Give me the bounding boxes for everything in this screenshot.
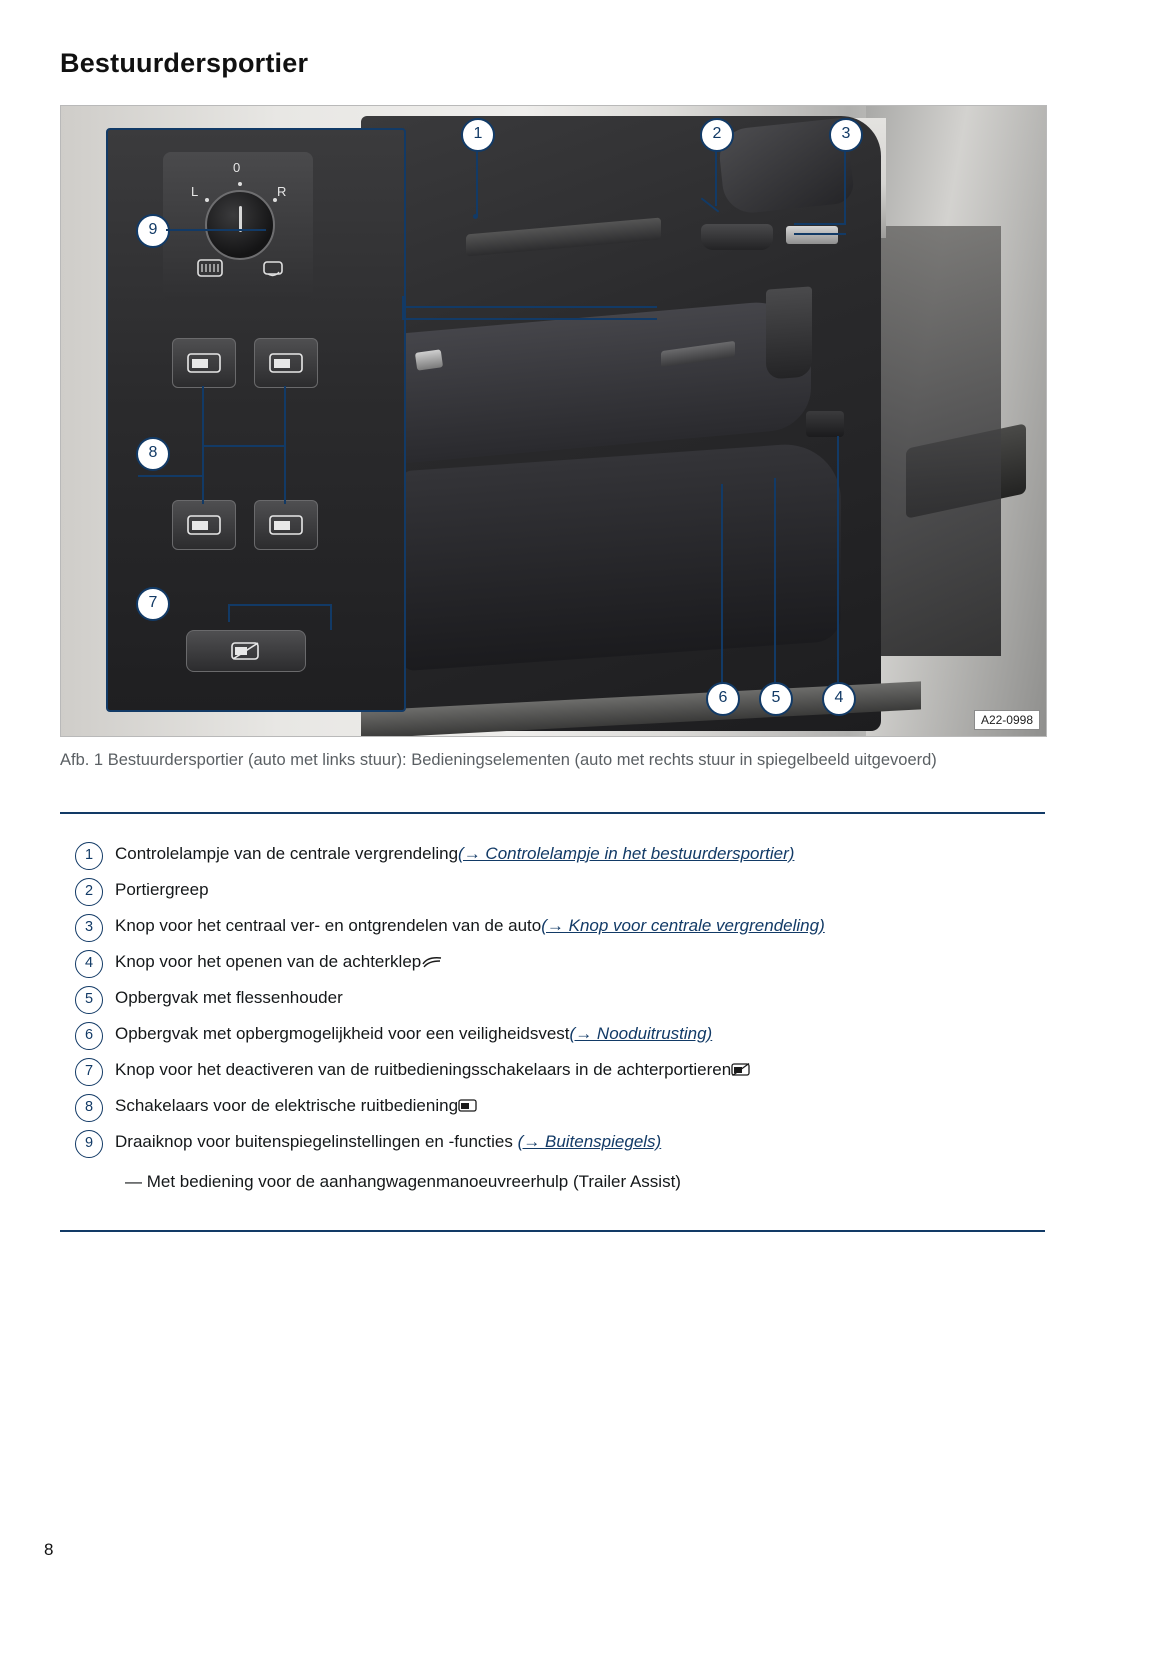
legend-number: 9	[75, 1130, 103, 1158]
legend-sub-item: — Met bediening voor de aanhangwagenmanoeuvreerhulp (Trailer Assist)	[125, 1172, 681, 1191]
rear-window-lockout-icon	[231, 640, 261, 667]
page-title: Bestuurdersportier	[60, 48, 309, 78]
marker-2: 2	[700, 118, 734, 152]
mirror-knob-dot-left	[205, 198, 209, 202]
leader-7-stem	[228, 604, 332, 606]
list-item	[75, 984, 1045, 1020]
marker-9: 9	[136, 214, 170, 248]
legend-reference[interactable]: (→ Nooduitrusting)	[569, 1024, 713, 1043]
leader-7-drop	[330, 604, 332, 630]
mirror-knob-dot-right	[273, 198, 277, 202]
legend-label: Schakelaars voor de elektrische ruitbediening	[115, 1096, 459, 1115]
leader-8-bridge	[202, 445, 286, 447]
legend-number: 5	[75, 986, 103, 1014]
legend-number: 2	[75, 878, 103, 906]
leader-8d	[284, 446, 286, 504]
leader-5	[774, 478, 776, 696]
list-item	[75, 912, 1045, 948]
legend-label: Knop voor het openen van de achterklep	[115, 952, 422, 971]
central-locking-button[interactable]	[786, 226, 838, 244]
legend-text	[115, 1020, 712, 1048]
leader-panel-a	[402, 306, 657, 308]
door-handle	[701, 224, 773, 250]
legend-label: Knop voor het centraal ver- en ontgrendelen van de auto	[115, 916, 542, 935]
leader-4	[837, 436, 839, 696]
leader-9	[166, 229, 266, 231]
mirror-knob-label-off: 0	[233, 160, 241, 175]
figure-driver-door	[60, 105, 1047, 737]
marker-8: 8	[136, 437, 170, 471]
list-item	[75, 948, 1045, 984]
leader-3a	[844, 146, 846, 224]
figure-caption: Afb. 1 Bestuurdersportier (auto met links stuur): Bedieningselementen (auto met rechts stuur in spiegelbeeld uitgevoerd)	[60, 751, 937, 769]
window-switch-rear-right[interactable]	[254, 500, 318, 550]
window-switch-rear-left[interactable]	[172, 500, 236, 550]
legend-text	[115, 948, 443, 978]
leader-7-up	[228, 604, 230, 622]
legend-text	[115, 1056, 751, 1086]
leader-2a	[715, 146, 717, 206]
tailgate-icon	[421, 950, 443, 978]
figure-photo	[61, 106, 1046, 736]
leader-3c	[794, 233, 846, 235]
leader-panel-b	[402, 318, 657, 320]
legend-text	[115, 984, 343, 1012]
leader-8-drop	[202, 445, 204, 477]
window-switch-front-left[interactable]	[172, 338, 236, 388]
legend-text	[115, 912, 825, 940]
list-item	[75, 840, 1045, 876]
legend-text	[115, 1092, 478, 1122]
window-switch-icon	[458, 1094, 478, 1122]
legend-label: Opbergvak met flessenhouder	[115, 988, 343, 1007]
list-item	[75, 1056, 1045, 1092]
list-item	[75, 1020, 1045, 1056]
list-item	[75, 1128, 1045, 1164]
legend-reference[interactable]: (→ Buitenspiegels)	[517, 1132, 662, 1151]
legend-number: 8	[75, 1094, 103, 1122]
door-latch-lever[interactable]	[415, 349, 443, 370]
leader-6	[721, 484, 723, 696]
mirror-fold-icon	[261, 258, 287, 283]
marker-7: 7	[136, 587, 170, 621]
rear-window-lockout-icon	[731, 1058, 751, 1086]
leader-panel-link	[402, 296, 404, 320]
mirror-knob-label-right: R	[277, 184, 287, 199]
divider-bottom	[60, 1230, 1045, 1232]
marker-4: 4	[822, 682, 856, 716]
leader-8-stem	[138, 475, 204, 477]
legend-label: Opbergvak met opbergmogelijkheid voor een veiligheidsvest	[115, 1024, 570, 1043]
mirror-knob-label-left: L	[191, 184, 199, 199]
legend-list	[75, 840, 1045, 1196]
marker-6: 6	[706, 682, 740, 716]
leader-8a	[202, 386, 204, 446]
legend-label: Draaiknop voor buitenspiegelinstellingen en -functies	[115, 1132, 513, 1151]
list-item	[75, 876, 1045, 912]
marker-3: 3	[829, 118, 863, 152]
marker-1: 1	[461, 118, 495, 152]
mirror-adjust-knob[interactable]	[205, 190, 275, 260]
leader-3b	[794, 223, 846, 225]
legend-number: 7	[75, 1058, 103, 1086]
leader-1-dot	[473, 214, 478, 219]
mirror-knob-dot-center	[238, 182, 242, 186]
legend-reference[interactable]: (→ Controlelampje in het bestuurdersportier)	[458, 844, 795, 863]
figure-code: A22-0998	[974, 710, 1040, 730]
rear-window-lockout-button[interactable]	[186, 630, 306, 672]
legend-reference[interactable]: (→ Knop voor centrale vergrendeling)	[541, 916, 825, 935]
grab-handle	[766, 286, 812, 379]
legend-text	[115, 840, 794, 868]
marker-5: 5	[759, 682, 793, 716]
leader-8b	[284, 386, 286, 446]
legend-number: 6	[75, 1022, 103, 1050]
list-item	[75, 1092, 1045, 1128]
legend-number: 3	[75, 914, 103, 942]
legend-text	[115, 1128, 661, 1156]
legend-label: Knop voor het deactiveren van de ruitbedieningsschakelaars in de achterportieren	[115, 1060, 732, 1079]
seat-area	[881, 226, 1001, 656]
legend-number: 1	[75, 842, 103, 870]
mirror-control-plate	[163, 152, 313, 300]
legend-label: Controlelampje van de centrale vergrendeling	[115, 844, 459, 863]
page-number: 8	[44, 1540, 54, 1559]
leader-1	[476, 146, 478, 216]
legend-text	[115, 876, 209, 904]
tailgate-release-button[interactable]	[806, 411, 844, 437]
legend-label: Portiergreep	[115, 880, 209, 899]
mirror-heating-icon	[197, 258, 223, 283]
divider-top	[60, 812, 1045, 814]
window-switch-front-right[interactable]	[254, 338, 318, 388]
legend-number: 4	[75, 950, 103, 978]
